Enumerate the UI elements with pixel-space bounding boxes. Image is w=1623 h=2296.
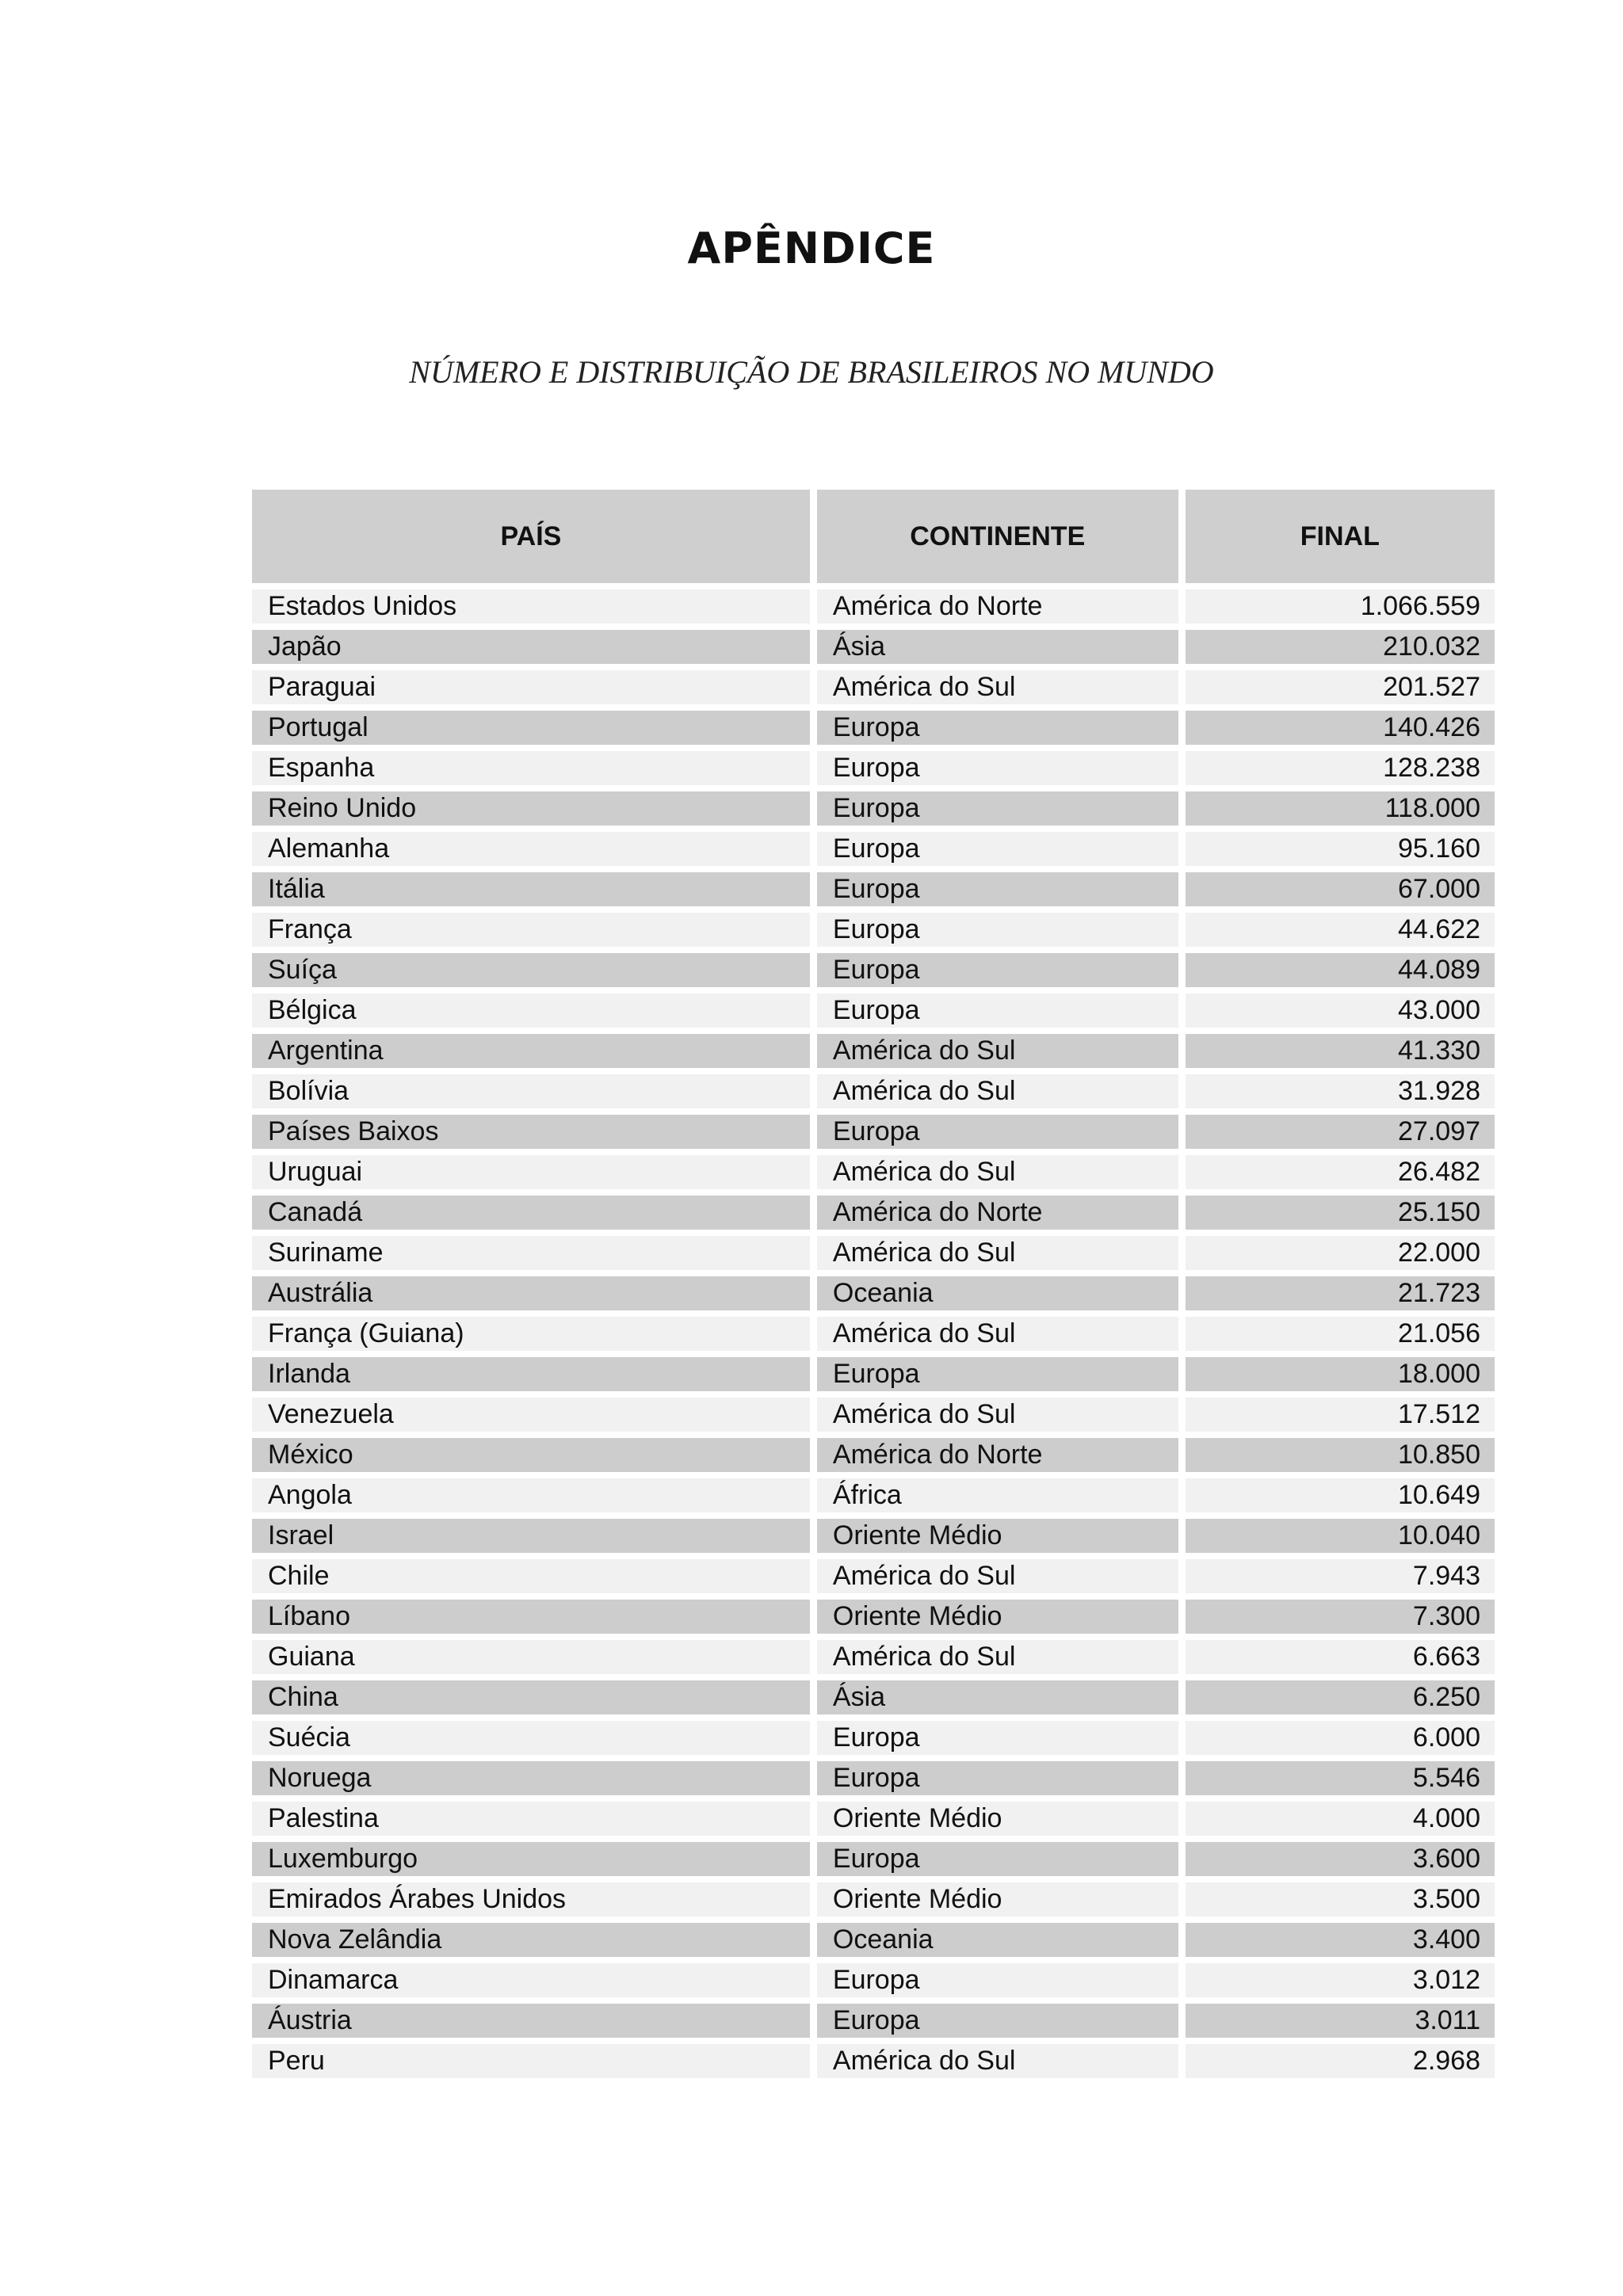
cell-country: Luxemburgo	[252, 1842, 810, 1882]
cell-continent: Europa	[817, 1115, 1178, 1155]
cell-continent: América do Sul	[817, 1034, 1178, 1074]
cell-final: 44.089	[1186, 953, 1495, 994]
cell-country: Canadá	[252, 1196, 810, 1236]
cell-final: 21.056	[1186, 1317, 1495, 1357]
cell-continent: Europa	[817, 913, 1178, 953]
cell-country: Portugal	[252, 711, 810, 751]
cell-final: 27.097	[1186, 1115, 1495, 1155]
table-row	[252, 1519, 1495, 1559]
cell-continent: América do Sul	[817, 2044, 1178, 2084]
cell-final: 21.723	[1186, 1276, 1495, 1317]
cell-country: Bélgica	[252, 994, 810, 1034]
table-row	[252, 1600, 1495, 1640]
cell-continent: América do Norte	[817, 1438, 1178, 1478]
cell-country: Dinamarca	[252, 1963, 810, 2004]
table-row	[252, 1842, 1495, 1882]
cell-final: 10.850	[1186, 1438, 1495, 1478]
table-row	[252, 1640, 1495, 1680]
cell-country: França (Guiana)	[252, 1317, 810, 1357]
cell-country: Suriname	[252, 1236, 810, 1276]
cell-continent: Europa	[817, 1963, 1178, 2004]
brazilians-abroad-table	[245, 490, 1502, 2084]
cell-country: Alemanha	[252, 832, 810, 872]
cell-continent: Europa	[817, 2004, 1178, 2044]
table-row	[252, 1317, 1495, 1357]
table-row	[252, 1721, 1495, 1761]
spacer-cell	[1186, 583, 1495, 589]
cell-final: 3.400	[1186, 1923, 1495, 1963]
cell-country: Áustria	[252, 2004, 810, 2044]
table-row	[252, 1761, 1495, 1802]
table-row	[252, 1196, 1495, 1236]
cell-final: 31.928	[1186, 1074, 1495, 1115]
cell-country: Emirados Árabes Unidos	[252, 1882, 810, 1923]
cell-continent: América do Sul	[817, 1155, 1178, 1196]
cell-continent: Oceania	[817, 1923, 1178, 1963]
table-row	[252, 1398, 1495, 1438]
cell-continent: Oriente Médio	[817, 1519, 1178, 1559]
cell-country: Guiana	[252, 1640, 810, 1680]
table-row	[252, 1963, 1495, 2004]
cell-continent: Ásia	[817, 630, 1178, 670]
cell-final: 41.330	[1186, 1034, 1495, 1074]
cell-final: 3.500	[1186, 1882, 1495, 1923]
cell-continent: Oriente Médio	[817, 1882, 1178, 1923]
table-row	[252, 832, 1495, 872]
cell-continent: América do Sul	[817, 1640, 1178, 1680]
cell-country: Reino Unido	[252, 791, 810, 832]
table-row	[252, 791, 1495, 832]
cell-continent: Oceania	[817, 1276, 1178, 1317]
cell-country: Austrália	[252, 1276, 810, 1317]
cell-final: 10.040	[1186, 1519, 1495, 1559]
table-row	[252, 670, 1495, 711]
cell-country: Peru	[252, 2044, 810, 2084]
table-row	[252, 1802, 1495, 1842]
cell-final: 6.663	[1186, 1640, 1495, 1680]
table-row	[252, 1155, 1495, 1196]
cell-final: 18.000	[1186, 1357, 1495, 1398]
cell-continent: Europa	[817, 711, 1178, 751]
cell-country: Espanha	[252, 751, 810, 791]
cell-country: Argentina	[252, 1034, 810, 1074]
cell-final: 128.238	[1186, 751, 1495, 791]
table-body	[252, 589, 1495, 2084]
table-row	[252, 1276, 1495, 1317]
cell-continent: Europa	[817, 953, 1178, 994]
table-row	[252, 1478, 1495, 1519]
table-row	[252, 1680, 1495, 1721]
cell-final: 201.527	[1186, 670, 1495, 711]
cell-continent: América do Norte	[817, 589, 1178, 630]
cell-final: 3.011	[1186, 2004, 1495, 2044]
cell-continent: América do Sul	[817, 1559, 1178, 1600]
cell-final: 3.600	[1186, 1842, 1495, 1882]
page-title: APÊNDICE	[687, 223, 936, 273]
table-row	[252, 711, 1495, 751]
cell-final: 210.032	[1186, 630, 1495, 670]
table-row	[252, 994, 1495, 1034]
cell-continent: América do Sul	[817, 1398, 1178, 1438]
cell-continent: América do Sul	[817, 670, 1178, 711]
cell-continent: Europa	[817, 1842, 1178, 1882]
cell-continent: Europa	[817, 1721, 1178, 1761]
table-row	[252, 1115, 1495, 1155]
cell-final: 10.649	[1186, 1478, 1495, 1519]
cell-final: 1.066.559	[1186, 589, 1495, 630]
cell-continent: América do Sul	[817, 1317, 1178, 1357]
cell-country: China	[252, 1680, 810, 1721]
table-row	[252, 2044, 1495, 2084]
cell-country: Uruguai	[252, 1155, 810, 1196]
cell-country: Palestina	[252, 1802, 810, 1842]
table-row	[252, 953, 1495, 994]
cell-final: 17.512	[1186, 1398, 1495, 1438]
table-row	[252, 1034, 1495, 1074]
header-row	[252, 490, 1495, 583]
cell-continent: Europa	[817, 994, 1178, 1034]
cell-continent: Oriente Médio	[817, 1802, 1178, 1842]
table-row	[252, 1074, 1495, 1115]
cell-country: Chile	[252, 1559, 810, 1600]
cell-final: 5.546	[1186, 1761, 1495, 1802]
cell-final: 43.000	[1186, 994, 1495, 1034]
table-row	[252, 1923, 1495, 1963]
column-header-country: PAÍS	[252, 490, 810, 583]
cell-country: Noruega	[252, 1761, 810, 1802]
cell-country: Líbano	[252, 1600, 810, 1640]
cell-final: 140.426	[1186, 711, 1495, 751]
cell-final: 3.012	[1186, 1963, 1495, 2004]
cell-continent: Europa	[817, 751, 1178, 791]
cell-country: Bolívia	[252, 1074, 810, 1115]
cell-continent: Europa	[817, 1357, 1178, 1398]
cell-country: Suécia	[252, 1721, 810, 1761]
cell-final: 7.300	[1186, 1600, 1495, 1640]
cell-final: 6.250	[1186, 1680, 1495, 1721]
cell-final: 22.000	[1186, 1236, 1495, 1276]
table-row	[252, 2004, 1495, 2044]
cell-continent: Europa	[817, 791, 1178, 832]
cell-final: 4.000	[1186, 1802, 1495, 1842]
cell-country: Estados Unidos	[252, 589, 810, 630]
page-subtitle: NÚMERO E DISTRIBUIÇÃO DE BRASILEIROS NO MUNDO	[409, 354, 1214, 390]
spacer-cell	[252, 583, 810, 589]
cell-continent: América do Sul	[817, 1236, 1178, 1276]
cell-continent: Ásia	[817, 1680, 1178, 1721]
cell-country: Japão	[252, 630, 810, 670]
cell-continent: América do Norte	[817, 1196, 1178, 1236]
cell-final: 6.000	[1186, 1721, 1495, 1761]
column-header-final: FINAL	[1186, 490, 1495, 583]
table-row	[252, 1438, 1495, 1478]
column-header-continent: CONTINENTE	[817, 490, 1178, 583]
cell-continent: Europa	[817, 872, 1178, 913]
table-header	[252, 490, 1495, 589]
cell-final: 2.968	[1186, 2044, 1495, 2084]
table-row	[252, 630, 1495, 670]
cell-final: 7.943	[1186, 1559, 1495, 1600]
table-row	[252, 1357, 1495, 1398]
cell-final: 67.000	[1186, 872, 1495, 913]
spacer-cell	[817, 583, 1178, 589]
cell-continent: Europa	[817, 1761, 1178, 1802]
cell-country: Suíça	[252, 953, 810, 994]
cell-final: 26.482	[1186, 1155, 1495, 1196]
header-spacer	[252, 583, 1495, 589]
cell-final: 44.622	[1186, 913, 1495, 953]
table-row	[252, 872, 1495, 913]
cell-country: França	[252, 913, 810, 953]
table-row	[252, 589, 1495, 630]
cell-country: Angola	[252, 1478, 810, 1519]
cell-country: Paraguai	[252, 670, 810, 711]
cell-continent: América do Sul	[817, 1074, 1178, 1115]
cell-final: 118.000	[1186, 791, 1495, 832]
cell-continent: Europa	[817, 832, 1178, 872]
table-row	[252, 751, 1495, 791]
table-row	[252, 1882, 1495, 1923]
cell-country: Itália	[252, 872, 810, 913]
cell-final: 25.150	[1186, 1196, 1495, 1236]
table-row	[252, 1236, 1495, 1276]
cell-final: 95.160	[1186, 832, 1495, 872]
cell-country: Irlanda	[252, 1357, 810, 1398]
cell-country: Nova Zelândia	[252, 1923, 810, 1963]
cell-continent: África	[817, 1478, 1178, 1519]
table-row	[252, 913, 1495, 953]
cell-country: Venezuela	[252, 1398, 810, 1438]
cell-country: Países Baixos	[252, 1115, 810, 1155]
cell-country: México	[252, 1438, 810, 1478]
table-row	[252, 1559, 1495, 1600]
cell-continent: Oriente Médio	[817, 1600, 1178, 1640]
cell-country: Israel	[252, 1519, 810, 1559]
